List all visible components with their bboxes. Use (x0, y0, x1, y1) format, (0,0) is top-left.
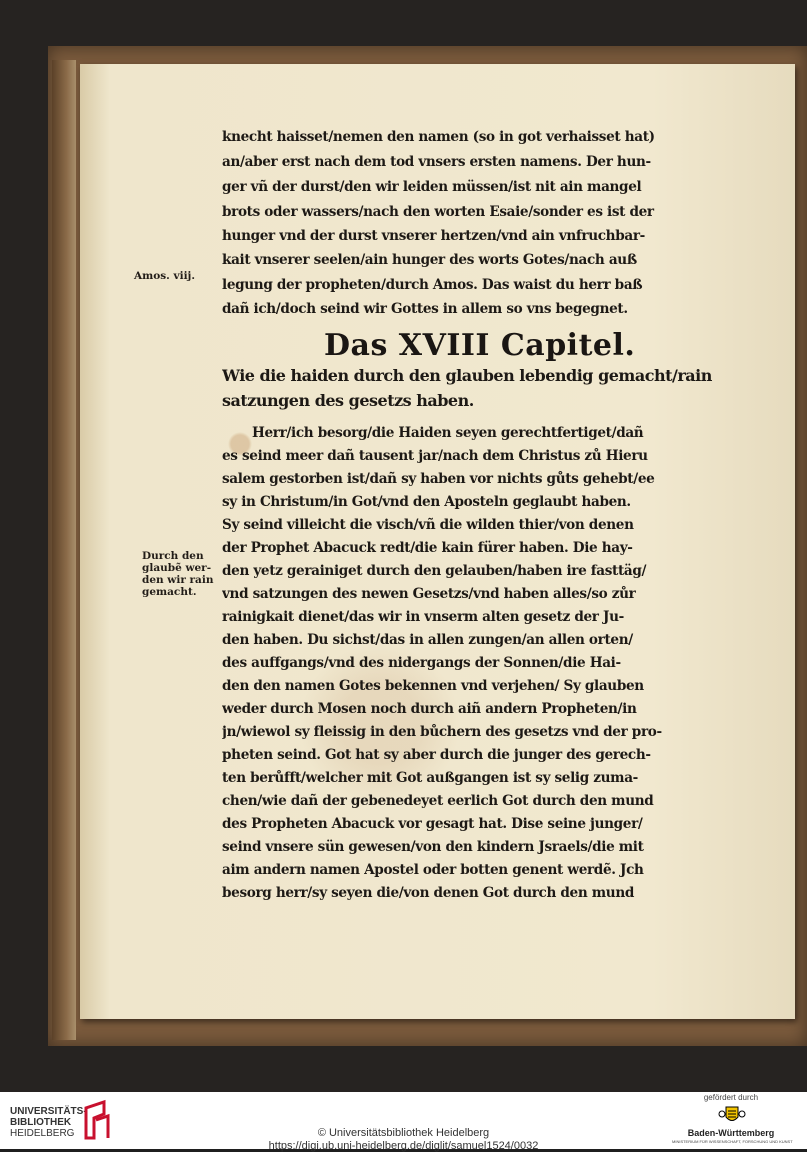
logo-line: UNIVERSITÄTS- (10, 1106, 87, 1117)
margin-note-amos: Amos. viij. (134, 270, 196, 282)
text-line: Herr/ich besorg/die Haiden seyen gerechtfertiget/dañ (252, 425, 644, 441)
text-line: salem gestorben ist/dañ sy haben vor nichts gůts gehebt/ee (222, 471, 655, 487)
text-line: ten berůfft/welcher mit Got außgangen ist sy selig zuma- (222, 770, 638, 786)
permalink-url[interactable]: https://digi.ub.uni-heidelberg.de/diglit/samuel1524/0032 (268, 1140, 539, 1152)
text-line: knecht haisset/nemen den namen (so in got verhaisset hat) (222, 129, 655, 145)
text-line: es seind meer dañ tausent jar/nach dem Christus zů Hieru (222, 448, 648, 464)
text-line: vnd satzungen des newen Gesetzs/vnd haben alles/so zůr (222, 586, 636, 602)
text-line: der Prophet Abacuck redt/die kain fürer haben. Die hay- (222, 540, 633, 556)
funded-by-label: gefördert durch (703, 1093, 759, 1102)
sponsor-name: Baden-Württemberg (687, 1128, 775, 1138)
margin-note-line: Durch den (142, 550, 204, 562)
margin-note-line: den wir rain (142, 574, 214, 586)
page-edges (52, 60, 76, 1040)
text-line: seind vnsere sün gewesen/von den kindern Jsraels/die mit (222, 839, 644, 855)
text-line: rainigkait dienet/das wir in vnserm alten gesetz der Ju- (222, 609, 624, 625)
text-line: an/aber erst nach dem tod vnsers ersten namens. Der hun- (222, 154, 651, 170)
text-line: den den namen Gotes bekennen vnd verjehen/ Sy glauben (222, 678, 644, 694)
text-line: legung der propheten/durch Amos. Das waist du herr baß (222, 277, 643, 293)
text-line: kait vnserer seelen/ain hunger des worts Gotes/nach auß (222, 252, 637, 268)
text-line: weder durch Mosen noch durch aiñ andern Propheten/in (222, 701, 637, 717)
text-line: den yetz gerainiget durch den gelauben/haben ire fasttäg/ (222, 563, 647, 579)
text-line: dañ ich/doch seind wir Gottes in allem so vns begegnet. (222, 301, 628, 317)
chapter-subtitle-line: Wie die haiden durch den glauben lebendig gemacht/rain (222, 366, 712, 385)
text-line: besorg herr/sy seyen die/von denen Got durch den mund (222, 885, 635, 901)
sponsor-ministry: MINISTERIUM FÜR WISSENSCHAFT, FORSCHUNG UND KUNST (672, 1139, 793, 1144)
text-line: aim andern namen Apostel oder botten genent werdẽ. Jch (222, 862, 644, 878)
margin-note-line: gemacht. (142, 586, 197, 598)
text-line: hunger vnd der durst vnserer hertzen/vnd ain vnfruchbar- (222, 228, 645, 244)
logo-line: HEIDELBERG (10, 1128, 75, 1139)
text-line: pheten seind. Got hat sy aber durch die junger des gerech- (222, 747, 651, 763)
text-line: des Propheten Abacuck vor gesagt hat. Dise seine junger/ (222, 816, 643, 832)
text-line: brots oder wassers/nach den worten Esaie/sonder es ist der (222, 204, 654, 220)
text-line: jn/wiewol sy fleissig in den bůchern des gesetzs vnd der pro- (222, 724, 662, 740)
logo-line: BIBLIOTHEK (10, 1117, 72, 1128)
copyright-notice: © Universitätsbibliothek Heidelberg (317, 1127, 490, 1139)
text-line: Sy seind villeicht die visch/vñ die wilden thier/von denen (222, 517, 634, 533)
margin-note-line: glaubẽ wer- (142, 562, 212, 574)
chapter-subtitle-line: satzungen des gesetzs haben. (222, 391, 474, 410)
text-line: ger vñ der durst/den wir leiden müssen/ist nit ain mangel (222, 179, 642, 195)
baden-wuerttemberg-crest-icon (717, 1104, 747, 1126)
text-line: sy in Christum/in Got/vnd den Aposteln geglaubt haben. (222, 494, 631, 510)
text-line: chen/wie dañ der gebenedeyet eerlich Got durch den mund (222, 793, 654, 809)
text-line: den haben. Du sichst/das in allen zungen/an allen orten/ (222, 632, 633, 648)
book-page (80, 64, 795, 1019)
text-line: des auffgangs/vnd des nidergangs der Sonnen/die Hai- (222, 655, 621, 671)
chapter-heading: Das XVIII Capitel. (324, 328, 636, 363)
